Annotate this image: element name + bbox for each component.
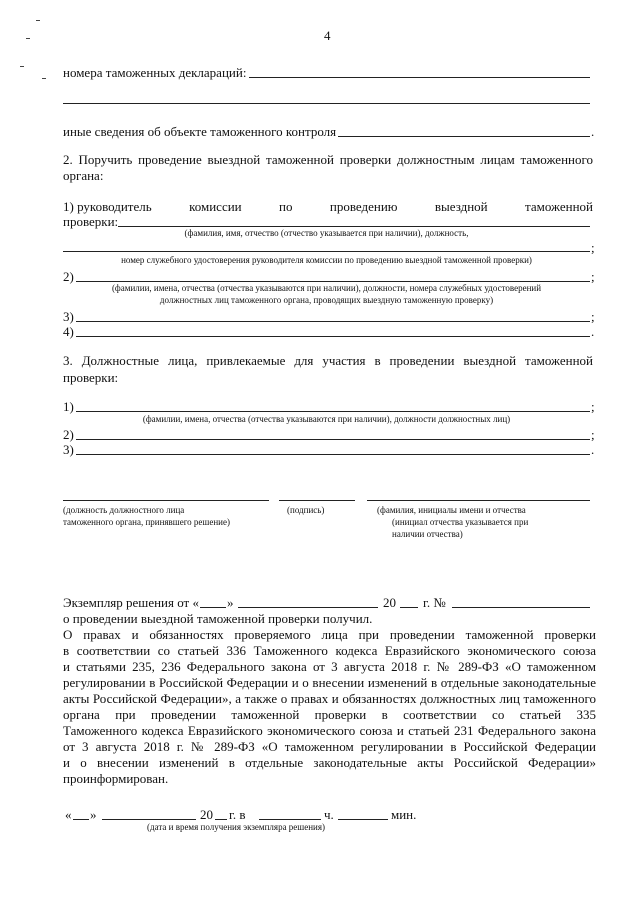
rights-paragraph-line: Таможенного кодекса Евразийского экономического союза и статьей 231 Федерального закона <box>63 723 596 738</box>
minutes-label: мин. <box>391 807 417 822</box>
signature-caption: (подпись) <box>287 505 325 515</box>
position-signature-field[interactable] <box>63 500 269 501</box>
officials-number: 3) <box>63 309 74 324</box>
receipt-year-field[interactable] <box>215 819 227 820</box>
scan-mark <box>20 66 24 67</box>
leader-name-field[interactable] <box>118 226 590 227</box>
name-signature-field[interactable] <box>367 500 590 501</box>
name-caption-continued: (инициал отчества указывается при <box>392 517 529 527</box>
participants-field[interactable] <box>76 454 590 455</box>
period: . <box>591 324 595 339</box>
participants-number: 3) <box>63 442 74 457</box>
copy-received-text: о проведении выездной таможенной проверки получил. <box>63 611 373 626</box>
semicolon: ; <box>591 269 595 284</box>
officials-caption: (фамилии, имена, отчества (отчества указываются при наличии), должности, номера служебных удостоверений <box>111 283 542 293</box>
participants-number: 1) <box>63 399 74 414</box>
rights-paragraph-line: акты Российской Федерации», а также о правах и обязанностях должностных лиц таможенного <box>63 691 596 706</box>
period: . <box>591 124 595 139</box>
rights-paragraph-line: О правах и обязанностях проверяемого лица при проведении таможенной проверки <box>63 627 596 642</box>
copy-year-field[interactable] <box>400 607 418 608</box>
leader-caption-continued: номер служебного удостоверения руководителя комиссии по проведению выездной таможенной проверки) <box>121 255 532 265</box>
officials-field[interactable] <box>76 281 590 282</box>
quote-open: « <box>65 807 72 822</box>
participants-number: 2) <box>63 427 74 442</box>
officials-caption-continued: должностных лиц таможенного органа, проводящих выездную таможенную проверку) <box>159 295 494 305</box>
receipt-day-field[interactable] <box>73 819 89 820</box>
leader-label: проверки: <box>63 214 119 229</box>
receipt-hours-field[interactable] <box>259 819 321 820</box>
scan-mark <box>26 38 30 39</box>
officials-number: 4) <box>63 324 74 339</box>
number-label: г. № <box>423 595 446 610</box>
period: . <box>591 442 595 457</box>
receipt-month-field[interactable] <box>102 819 196 820</box>
quote-close: » <box>90 807 97 822</box>
name-caption-continued: наличии отчества) <box>392 529 463 539</box>
item2-text-continued: органа: <box>63 168 104 183</box>
name-caption: (фамилия, инициалы имени и отчества <box>377 505 526 515</box>
officials-field[interactable] <box>76 321 590 322</box>
semicolon: ; <box>591 399 595 414</box>
leader-word: таможенной <box>525 199 593 214</box>
scan-mark <box>36 20 40 21</box>
officials-number: 2) <box>63 269 74 284</box>
item2-text: 2. Поручить проведение выездной таможенной проверки должностным лицам таможенного <box>63 152 593 167</box>
year-prefix: 20 <box>200 807 213 822</box>
rights-paragraph-line: от 3 августа 2018 г. № 289-ФЗ «О таможенном регулировании в Российской Федерации <box>63 739 596 754</box>
position-caption: (должность должностного лица <box>63 505 185 515</box>
position-caption-continued: таможенного органа, принявшего решение) <box>63 517 230 527</box>
rights-paragraph-end: проинформирован. <box>63 771 169 786</box>
scan-mark <box>42 78 46 79</box>
other-info-field[interactable] <box>338 136 590 137</box>
leader-word: комиссии <box>189 199 242 214</box>
semicolon: ; <box>591 427 595 442</box>
page-number: 4 <box>324 28 331 43</box>
rights-paragraph-line: органа при проведении таможенной проверки в соответствии со статьей 335 <box>63 707 596 722</box>
participants-field[interactable] <box>76 439 590 440</box>
hours-label: ч. <box>324 807 334 822</box>
leader-caption: (фамилия, имя, отчество (отчество указывается при наличии), должность, <box>184 228 469 238</box>
leader-details-field[interactable] <box>63 251 590 252</box>
semicolon: ; <box>591 240 595 255</box>
customs-declarations-label: номера таможенных деклараций: <box>63 65 247 80</box>
rights-paragraph-line: регулировании в Российской Федерации и о внесении изменений в отдельные законодательные <box>63 675 596 690</box>
copy-day-field[interactable] <box>200 607 226 608</box>
copy-received-label: Экземпляр решения от « <box>63 595 199 610</box>
officials-field[interactable] <box>76 336 590 337</box>
participants-caption: (фамилии, имена, отчества (отчества указываются при наличии), должности должностных лиц) <box>142 414 511 424</box>
signature-field[interactable] <box>279 500 355 501</box>
other-info-label: иные сведения об объекте таможенного контроля <box>63 124 337 139</box>
customs-declarations-field[interactable] <box>249 77 590 78</box>
leader-word: проведению <box>329 199 398 214</box>
rights-paragraph-line: в соответствии со статьей 336 Таможенного кодекса Евразийского экономического союза <box>63 643 596 658</box>
customs-declarations-field-continued[interactable] <box>63 103 590 104</box>
leader-word: выездной <box>434 199 488 214</box>
leader-word: по <box>279 199 293 214</box>
leader-word: 1) руководитель <box>63 199 152 214</box>
item3-text: 3. Должностные лица, привлекаемые для участия в проведении выездной таможенной <box>63 353 593 368</box>
quote-close: » <box>227 595 234 610</box>
semicolon: ; <box>591 309 595 324</box>
receipt-minutes-field[interactable] <box>338 819 388 820</box>
receipt-caption: (дата и время получения экземпляра решения) <box>147 822 325 832</box>
year-prefix: 20 <box>383 595 396 610</box>
leader-line <box>63 199 593 214</box>
copy-number-field[interactable] <box>452 607 590 608</box>
time-prefix: г. в <box>229 807 246 822</box>
copy-month-field[interactable] <box>238 607 378 608</box>
item3-text-continued: проверки: <box>63 370 119 385</box>
rights-paragraph-line: и статьями 235, 236 Федерального закона от 3 августа 2018 г. № 289-ФЗ «О таможенном <box>63 659 596 674</box>
rights-paragraph-line: и о внесении изменений в отдельные законодательные акты Российской Федерации» <box>63 755 596 770</box>
participants-field[interactable] <box>76 411 590 412</box>
